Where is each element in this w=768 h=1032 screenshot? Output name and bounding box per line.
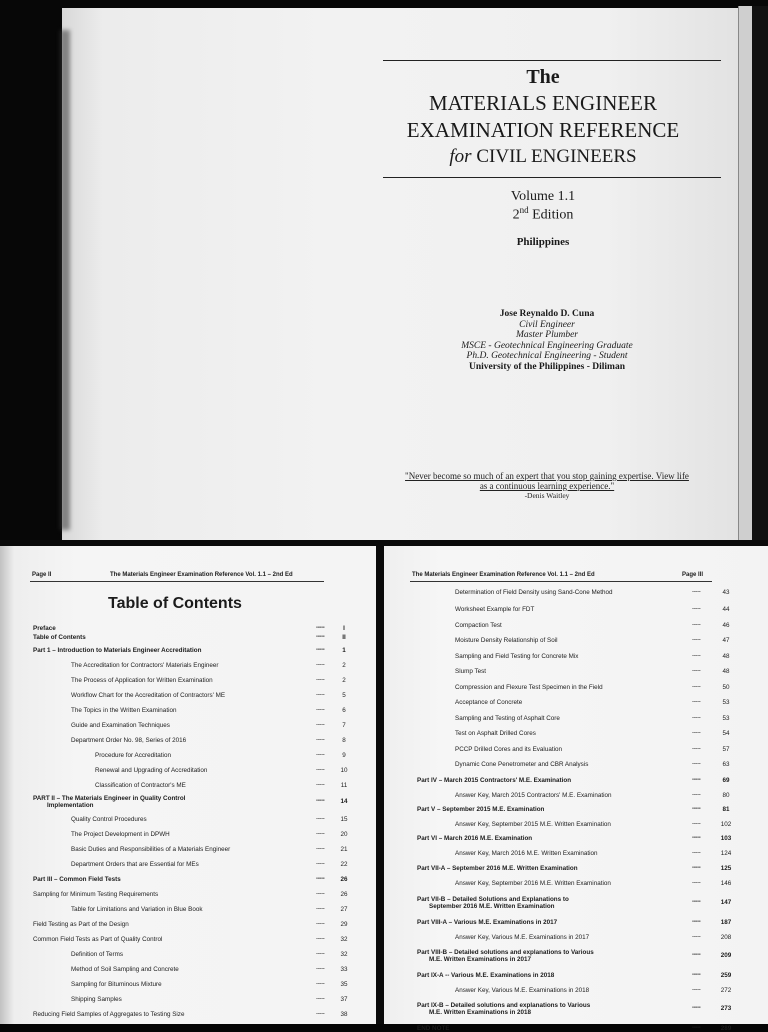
toc-page-number: 26	[340, 875, 348, 883]
toc-entry-title: Answer Key, September 2015 M.E. Written Examination	[455, 820, 611, 828]
toc-entry	[417, 919, 747, 926]
toc-page-number: 187	[720, 918, 732, 926]
toc-entry-title: Answer Key, Various M.E. Examinations in 2017	[455, 933, 590, 941]
toc-page-number: 48	[722, 668, 730, 675]
toc-entry	[33, 795, 363, 809]
toc-page-left	[0, 546, 376, 1024]
toc-leader: -----	[316, 797, 325, 804]
toc-entry-title: The Project Development in DPWH	[71, 830, 170, 838]
toc-entry	[417, 606, 747, 613]
toc-leader: -----	[692, 1024, 701, 1031]
toc-entry	[417, 806, 747, 813]
toc-entry-title: Part IX-A -- Various M.E. Examinations in 2018	[417, 971, 555, 979]
toc-page-number: 47	[722, 637, 730, 644]
toc-entry	[417, 622, 747, 629]
running-header: The Materials Engineer Examination Reference Vol. 1.1 – 2nd Ed	[412, 572, 595, 578]
title-line-1: MATERIALS ENGINEER	[428, 91, 658, 115]
toc-entry-title-continued: September 2016 M.E. Written Examination	[429, 902, 555, 910]
toc-page-number: 102	[720, 820, 732, 828]
toc-leader: -----	[692, 714, 701, 721]
toc-entry	[417, 880, 747, 887]
toc-entry	[33, 996, 363, 1003]
toc-entry-title-continued: M.E. Written Examinations in 2018	[429, 1008, 532, 1016]
volume-label: Volume 1.1	[510, 189, 576, 204]
toc-page-number: 29	[340, 920, 348, 928]
toc-entry	[417, 1025, 747, 1032]
toc-entry-title: Compaction Test	[455, 621, 502, 629]
title-top-rule	[383, 60, 721, 61]
toc-entry-title: Acceptance of Concrete	[455, 699, 523, 706]
scan-border	[752, 6, 768, 540]
toc-entry-title: The Topics in the Written Examination	[71, 707, 177, 714]
toc-entry	[417, 934, 747, 941]
toc-entry-title: Part VII-B – Detailed Solutions and Explanations to	[417, 895, 569, 903]
toc-entry	[33, 861, 363, 868]
author-title-4: Ph.D. Geotechnical Engineering - Student	[466, 351, 628, 361]
title-civil-engineers: CIVIL ENGINEERS	[471, 146, 637, 167]
toc-page-number: 81	[722, 806, 730, 813]
toc-entry	[417, 987, 747, 994]
toc-entry-title: Sampling and Field Testing for Concrete Mix	[455, 652, 579, 660]
toc-entry-title: Classification of Contractor's ME	[95, 782, 186, 789]
quote-author: -Denis Waitley	[524, 491, 570, 500]
toc-entry-title: Sampling for Bituminous Mixture	[71, 980, 162, 988]
toc-page-number: 5	[342, 692, 346, 699]
country-label: Philippines	[516, 236, 570, 248]
toc-page-number: 289	[720, 1024, 732, 1032]
toc-entry-title: Sampling and Testing of Asphalt Core	[455, 714, 560, 722]
toc-leader: -----	[692, 683, 701, 690]
toc-leader: -----	[692, 898, 701, 905]
author-block	[437, 309, 657, 372]
toc-entry	[33, 707, 363, 714]
toc-page-number: 44	[722, 606, 730, 613]
toc-leader: -----	[692, 1004, 701, 1011]
toc-page-number: 69	[722, 776, 730, 784]
toc-entry	[417, 699, 747, 706]
toc-entry	[33, 722, 363, 729]
toc-page-number: 43	[722, 589, 730, 596]
toc-entry-title: Common Field Tests as Part of Quality Control	[33, 935, 163, 943]
toc-entry-title-continued: Implementation	[47, 801, 94, 809]
toc-entry-title: Answer Key, Various M.E. Examinations in 2018	[455, 986, 590, 994]
toc-entry-title: Compression and Flexure Test Specimen in the Field	[455, 683, 603, 691]
toc-page-number: 125	[720, 865, 732, 872]
toc-entry	[33, 831, 363, 838]
toc-entry	[33, 981, 363, 988]
toc-leader: -----	[316, 845, 325, 852]
epigraph	[388, 471, 706, 501]
toc-page-number: 57	[722, 745, 730, 753]
toc-leader: -----	[692, 971, 701, 978]
toc-leader: -----	[316, 965, 325, 972]
toc-page-number: 272	[720, 986, 732, 994]
toc-page-number: 32	[340, 935, 348, 943]
toc-entry	[417, 746, 747, 753]
toc-page-right	[384, 546, 768, 1032]
toc-leader: -----	[316, 905, 325, 912]
toc-page-number: 48	[722, 652, 730, 660]
toc-entry-title: Part VI – March 2016 M.E. Examination	[417, 835, 533, 842]
toc-entry-title: Definition of Terms	[71, 950, 124, 958]
toc-entry-title: Part III – Common Field Tests	[33, 875, 121, 883]
toc-page-number: 21	[340, 845, 348, 853]
toc-entry-title: Part IX-B – Detailed solutions and explanations to Various	[417, 1001, 591, 1009]
toc-entry-title: Department Order No. 98, Series of 2016	[71, 737, 187, 744]
toc-entry	[417, 865, 747, 872]
toc-entry	[417, 684, 747, 691]
toc-page-number: 27	[340, 905, 348, 913]
toc-entry	[33, 921, 363, 928]
toc-entry-title: Procedure for Accreditation	[95, 752, 171, 759]
toc-leader: -----	[692, 806, 701, 812]
page-gutter	[376, 546, 384, 1024]
header-rule	[30, 581, 324, 582]
toc-page-number: II	[342, 634, 346, 641]
toc-entry-title: PCCP Drilled Cores and its Evaluation	[455, 745, 562, 753]
toc-page-number: I	[343, 625, 345, 632]
title-line-2: EXAMINATION REFERENCE	[406, 118, 680, 142]
toc-entry	[417, 589, 747, 596]
toc-leader: -----	[692, 791, 701, 798]
toc-entry	[33, 1011, 363, 1018]
toc-entry	[417, 835, 747, 842]
toc-leader: -----	[316, 782, 325, 788]
toc-entry	[33, 846, 363, 853]
toc-page-number: 20	[340, 830, 348, 838]
toc-leader: -----	[692, 951, 701, 958]
toc-entry-title: Part V – September 2015 M.E. Examination	[417, 806, 545, 813]
toc-leader: -----	[692, 820, 701, 827]
toc-entry	[417, 761, 747, 768]
toc-page-number: 14	[340, 797, 348, 805]
toc-page-number: 208	[720, 933, 732, 941]
toc-page-number: 10	[340, 767, 348, 774]
toc-page-number: 50	[722, 683, 730, 691]
toc-leader: -----	[316, 647, 325, 653]
toc-leader: -----	[316, 935, 325, 942]
toc-leader: -----	[692, 986, 701, 993]
toc-page-number: 146	[720, 880, 732, 887]
toc-entry-title: Part 1 – Introduction to Materials Engineer Accreditation	[33, 647, 202, 654]
toc-entry-title: END NOTE	[417, 1024, 450, 1032]
toc-entry-title: Table of Contents	[33, 634, 86, 641]
toc-leader: -----	[692, 621, 701, 628]
edition-word: Edition	[528, 207, 574, 223]
toc-page-number: 15	[340, 815, 348, 823]
toc-leader: -----	[316, 677, 325, 683]
running-header: The Materials Engineer Examination Reference Vol. 1.1 – 2nd Ed	[110, 572, 293, 578]
edition-label	[383, 205, 703, 224]
toc-entry-title: Worksheet Example for FDT	[455, 606, 535, 613]
toc-page-number: 35	[340, 980, 348, 988]
toc-leader: -----	[692, 918, 701, 925]
toc-entry-title: Method of Soil Sampling and Concrete	[71, 965, 179, 973]
toc-entry-title-continued: M.E. Written Examinations in 2017	[429, 955, 532, 963]
toc-entry-title: Moisture Density Relationship of Soil	[455, 637, 558, 644]
title-line-3	[383, 146, 703, 168]
toc-page-number: 8	[342, 737, 346, 744]
toc-page-number: 22	[340, 860, 348, 868]
toc-entry	[33, 692, 363, 699]
toc-leader: -----	[316, 737, 325, 743]
toc-page-number: 26	[340, 890, 348, 898]
header-rule	[410, 581, 712, 582]
toc-leader: -----	[316, 875, 325, 882]
toc-entry-title: Part VIII-B – Detailed solutions and explanations to Various	[417, 948, 594, 956]
toc-page-number: 209	[720, 951, 732, 959]
toc-page-number: 33	[340, 965, 348, 973]
toc-entry-title: Department Orders that are Essential for MEs	[71, 860, 199, 868]
toc-page-number: 80	[722, 791, 730, 799]
title-for: for	[449, 146, 472, 167]
author-university: University of the Philippines - Diliman	[469, 361, 625, 372]
toc-leader: -----	[316, 815, 325, 822]
toc-entry-title: Preface	[33, 625, 56, 632]
toc-entry	[417, 777, 747, 784]
author-title-1: Civil Engineer	[519, 319, 575, 330]
toc-entry	[417, 715, 747, 722]
toc-leader: -----	[316, 995, 325, 1002]
toc-leader: -----	[692, 761, 701, 767]
title-the: The	[526, 66, 560, 88]
toc-leader: -----	[692, 835, 701, 841]
toc-entry-title: Part VIII-A – Various M.E. Examinations in 2017	[417, 918, 558, 926]
toc-entry	[33, 891, 363, 898]
toc-leader: -----	[316, 752, 325, 758]
toc-entry-title: Determination of Field Density using Sand-Cone Method	[455, 589, 613, 596]
toc-entry-title: Answer Key, September 2016 M.E. Written Examination	[455, 880, 611, 887]
toc-leader: -----	[316, 890, 325, 897]
scan-shadow	[60, 30, 70, 530]
toc-entry	[417, 896, 747, 910]
toc-page-number: 53	[722, 714, 730, 722]
toc-page-number: 2	[342, 662, 346, 669]
toc-entry	[417, 1002, 747, 1016]
toc-page-number: 6	[342, 707, 346, 714]
toc-leader: -----	[692, 865, 701, 871]
toc-leader: -----	[316, 1010, 325, 1017]
page-number-label: Page III	[682, 572, 704, 578]
toc-entry-title: Dynamic Cone Penetrometer and CBR Analysis	[455, 761, 589, 768]
toc-entry-title: Workflow Chart for the Accreditation of Contractors' ME	[71, 692, 226, 699]
toc-entry	[33, 737, 363, 744]
toc-leader: -----	[316, 634, 325, 640]
quote-line-1: "Never become so much of an expert that you stop gaining expertise. View life	[405, 471, 689, 481]
toc-entry	[33, 782, 363, 789]
toc-entry-title: Sampling for Minimum Testing Requirements	[33, 890, 159, 898]
toc-entry	[417, 850, 747, 857]
quote-line-2: as a continuous learning experience."	[479, 481, 615, 491]
toc-entry-title: The Process of Application for Written Examination	[71, 677, 213, 684]
toc-page-number: 124	[720, 850, 732, 857]
author-name: Jose Reynaldo D. Cuna	[499, 309, 595, 319]
toc-entry	[33, 625, 363, 632]
toc-entry	[417, 668, 747, 675]
scan-shadow	[0, 546, 14, 1024]
toc-entry	[33, 647, 363, 654]
toc-entry-title: Answer Key, March 2015 Contractors' M.E. Examination	[455, 791, 612, 799]
title-bottom-rule	[383, 177, 721, 178]
toc-leader: -----	[692, 880, 701, 886]
page-edge	[738, 6, 753, 540]
toc-entry	[417, 730, 747, 737]
toc-entry-title: Guide and Examination Techniques	[71, 722, 170, 729]
author-title-3: MSCE - Geotechnical Engineering Graduate	[461, 340, 633, 351]
toc-page-number: 1	[342, 647, 346, 654]
toc-title: Table of Contents	[108, 595, 242, 612]
toc-leader: -----	[316, 707, 325, 713]
page-number-label: Page II	[32, 572, 52, 578]
toc-entry-title: Field Testing as Part of the Design	[33, 920, 129, 928]
toc-page-number: 53	[722, 699, 730, 706]
toc-page-number: 7	[342, 722, 346, 729]
toc-leader: -----	[316, 722, 325, 728]
toc-entry-title: Part VII-A – September 2016 M.E. Written Examination	[417, 865, 578, 872]
toc-leader: -----	[692, 606, 701, 612]
toc-page-number: 259	[720, 971, 732, 979]
toc-entry	[417, 972, 747, 979]
toc-leader: -----	[316, 625, 325, 631]
toc-page-number: 46	[722, 621, 730, 629]
toc-entry-title: Reducing Field Samples of Aggregates to Testing Size	[33, 1010, 185, 1018]
toc-leader: -----	[692, 730, 701, 736]
toc-page-number: 11	[340, 782, 348, 789]
toc-entry-title: PART II – The Materials Engineer in Quality Control	[33, 794, 186, 802]
toc-leader: -----	[692, 652, 701, 659]
toc-entry	[33, 767, 363, 774]
toc-leader: -----	[316, 830, 325, 837]
toc-entry-title: The Accreditation for Contractors' Materials Engineer	[71, 662, 219, 669]
toc-page-number: 2	[342, 677, 346, 684]
toc-leader: -----	[692, 776, 701, 783]
toc-entry	[33, 816, 363, 823]
toc-entry	[417, 792, 747, 799]
toc-entry-title: Renewal and Upgrading of Accreditation	[95, 767, 208, 774]
toc-entry	[33, 936, 363, 943]
toc-entry-title: Part IV – March 2015 Contractors' M.E. Examination	[417, 776, 572, 784]
toc-entry-title: Table for Limitations and Variation in Blue Book	[71, 905, 203, 913]
toc-entry-title: Quality Control Procedures	[71, 815, 147, 823]
toc-leader: -----	[692, 850, 701, 856]
toc-entry	[417, 949, 747, 963]
toc-entry	[417, 821, 747, 828]
toc-entry	[417, 637, 747, 644]
toc-entry	[33, 876, 363, 883]
toc-leader: -----	[316, 662, 325, 668]
toc-entry	[417, 653, 747, 660]
toc-leader: -----	[316, 980, 325, 987]
toc-page-number: 273	[720, 1004, 732, 1012]
toc-page-number: 9	[342, 752, 346, 759]
toc-entry-title: Test on Asphalt Drilled Cores	[455, 730, 536, 737]
toc-leader: -----	[692, 637, 701, 643]
toc-entry-title: Basic Duties and Responsibilities of a Materials Engineer	[71, 845, 231, 853]
toc-entry-title: Slump Test	[455, 668, 487, 675]
toc-entry-title: Answer Key, March 2016 M.E. Written Examination	[455, 850, 598, 857]
toc-entry	[33, 951, 363, 958]
toc-leader: -----	[692, 589, 701, 595]
toc-leader: -----	[692, 699, 701, 705]
toc-page-number: 54	[722, 730, 730, 737]
toc-leader: -----	[316, 692, 325, 698]
toc-entry-title: Shipping Samples	[71, 995, 122, 1003]
toc-page-number: 103	[720, 835, 732, 842]
toc-page-number: 63	[722, 761, 730, 768]
toc-page-number: 147	[720, 898, 732, 906]
toc-page-number: 37	[340, 995, 348, 1003]
toc-page-number: 32	[340, 950, 348, 958]
edition-ordinal: nd	[519, 205, 529, 215]
toc-leader: -----	[316, 767, 325, 773]
toc-leader: -----	[692, 745, 701, 752]
toc-leader: -----	[692, 668, 701, 674]
toc-entry	[33, 677, 363, 684]
toc-leader: -----	[316, 920, 325, 927]
toc-leader: -----	[316, 860, 325, 867]
toc-entry	[33, 966, 363, 973]
toc-page-number: 38	[340, 1010, 348, 1018]
toc-entry	[33, 906, 363, 913]
toc-leader: -----	[692, 933, 701, 940]
toc-leader: -----	[316, 950, 325, 957]
toc-entry	[33, 634, 363, 641]
edition-number: 2	[512, 207, 520, 223]
toc-entry	[33, 662, 363, 669]
toc-entry	[33, 752, 363, 759]
author-title-2: Master Plumber	[515, 330, 578, 340]
